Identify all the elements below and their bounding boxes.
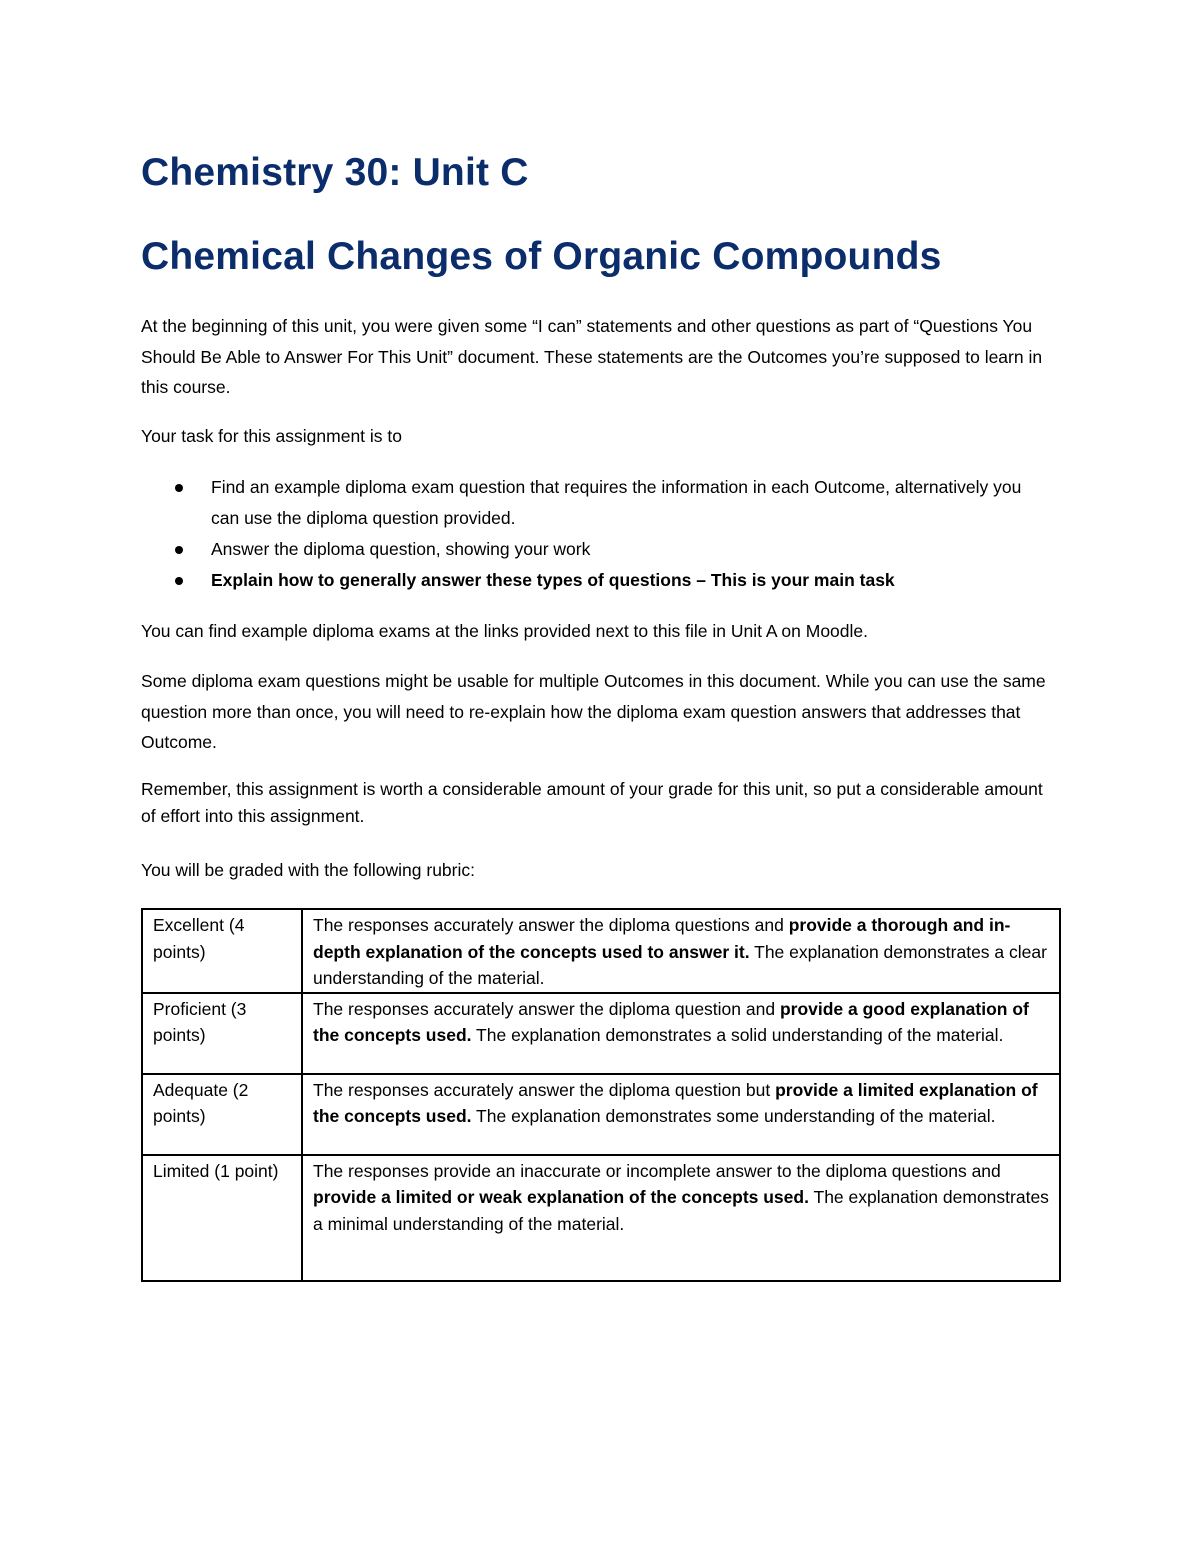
- rubric-row-proficient: [142, 993, 1060, 1074]
- rubric-level-cell: Limited (1 point): [142, 1155, 302, 1281]
- rubric-level-cell: Adequate (2 points): [142, 1074, 302, 1155]
- rubric-desc-bold: provide a limited explanation of the concepts used.: [313, 1079, 1038, 1126]
- rubric-level-cell: Proficient (3 points): [142, 993, 302, 1074]
- rubric-description-cell: [302, 993, 1060, 1074]
- rubric-level-cell: Excellent (4 points): [142, 909, 302, 993]
- rubric-desc-bold: provide a thorough and in-depth explanation of the concepts used to answer it.: [313, 915, 1011, 962]
- rubric-desc-bold: provide a good explanation of the concepts used.: [313, 998, 1029, 1045]
- intro-paragraph: At the beginning of this unit, you were given some “I can” statements and other questions as part of “Questions You Should Be Able to Answer For This Unit” document. These statements are the Outcomes you’re supposed to learn in this course.: [141, 316, 1043, 397]
- find-exams-paragraph: You can find example diploma exams at the links provided next to this file in Unit A on Moodle.: [141, 621, 868, 641]
- rubric-row-adequate: [142, 1074, 1060, 1155]
- bullet-icon: [175, 484, 183, 492]
- task-bullet-list: [171, 472, 1031, 596]
- task-intro-paragraph: Your task for this assignment is to: [141, 426, 403, 446]
- document-title: Chemistry 30: Unit C: [141, 151, 529, 194]
- rubric-desc-text: The responses accurately answer the diploma questions and: [313, 915, 789, 935]
- rubric-description-cell: [302, 909, 1060, 993]
- rubric-desc-bold: provide a limited or weak explanation of the concepts used.: [313, 1187, 809, 1207]
- bullet-icon: [175, 577, 183, 585]
- document-subtitle: Chemical Changes of Organic Compounds: [141, 235, 942, 278]
- rubric-desc-text: The responses accurately answer the diploma question but: [313, 1079, 776, 1100]
- rubric-desc-text: The responses accurately answer the diploma question and: [313, 998, 780, 1019]
- task-bullet-item: [171, 472, 1031, 534]
- rubric-table: [141, 908, 1061, 1282]
- rubric-desc-text: The explanation demonstrates some understanding of the material.: [471, 1106, 996, 1126]
- task-bullet-item: [171, 565, 1031, 596]
- rubric-intro-paragraph: You will be graded with the following rubric:: [141, 860, 475, 880]
- task-bullet-text-main: Explain how to generally answer these types of questions – This is your main task: [211, 570, 895, 590]
- task-bullet-text: Find an example diploma exam question that requires the information in each Outcome, alternatively you can use the diploma question provided.: [211, 477, 1022, 528]
- rubric-row-excellent: [142, 909, 1060, 993]
- rubric-row-limited: [142, 1155, 1060, 1281]
- rubric-description-cell: [302, 1074, 1060, 1155]
- bullet-icon: [175, 546, 183, 554]
- multiple-outcomes-paragraph: Some diploma exam questions might be usable for multiple Outcomes in this document. While you can use the same question more than once, you will need to re-explain how the diploma exam question answers that addresses that Outcome.: [141, 671, 1046, 752]
- rubric-desc-text: The explanation demonstrates a clear understanding of the material.: [313, 941, 1047, 988]
- rubric-desc-text: The explanation demonstrates a solid understanding of the material.: [471, 1025, 1004, 1045]
- rubric-desc-text: The responses provide an inaccurate or incomplete answer to the diploma questions and: [313, 1160, 1001, 1181]
- task-bullet-text: Answer the diploma question, showing your work: [211, 539, 591, 559]
- rubric-description-cell: [302, 1155, 1060, 1281]
- rubric-desc-text: The explanation demonstrates a minimal understanding of the material.: [313, 1187, 1049, 1234]
- remember-paragraph: Remember, this assignment is worth a considerable amount of your grade for this unit, so put a considerable amount of effort into this assignment.: [141, 779, 1043, 826]
- task-bullet-item: [171, 534, 1031, 565]
